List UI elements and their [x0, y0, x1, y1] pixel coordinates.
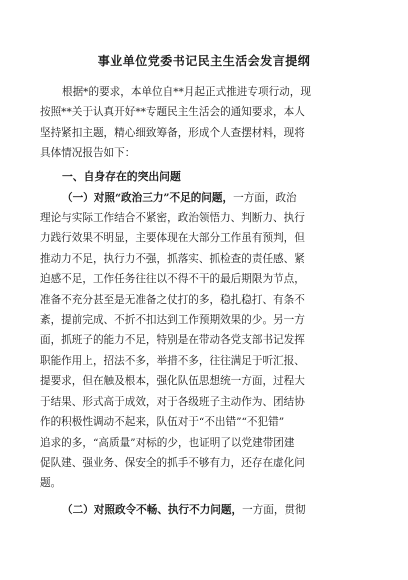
item1-line: 题。 — [40, 477, 62, 490]
section-heading: 一、自身存在的突出问题 — [62, 169, 181, 183]
item1-line: 准备不充分甚至是无准备之仗打的多，稳扎稳打、有条不 — [40, 293, 305, 306]
item1-line: 促队建、强业务、保安全的抓手不够有力，还存在虚化问 — [40, 456, 305, 469]
intro-paragraph — [40, 82, 368, 164]
item2-paragraph — [40, 500, 368, 520]
item1-first-line — [40, 188, 368, 208]
item1-line: 提要求，但在触及根本，强化队伍思想统一方面，过程大 — [40, 375, 305, 388]
item1-line: 推动力不足，执行力不强，抓落实、抓检查的责任感、紧 — [40, 252, 305, 265]
item1-line: 力践行效果不明显，主要体现在大部分工作虽有预判，但 — [40, 232, 305, 245]
item1-lead: （一）对照“政治三力”不足的问题， — [62, 191, 234, 204]
item1-line: 面，抓班子的能力不足，特别是在带动各党支部书记发挥 — [40, 334, 305, 347]
intro-line: 具体情况报告如下： — [40, 147, 136, 160]
item1-line: 追求的多，“高质量”对标的少，也证明了以党建带团建 — [40, 436, 295, 449]
document-title: 事业单位党委书记民主生活会发言提纲 — [97, 54, 311, 68]
item2-first-line — [40, 500, 368, 520]
intro-line: 根据*的要求，本单位自**月起正式推进专项行动，现 — [62, 86, 311, 98]
item1-line: 作的积极性调动不起来，队伍对于“不出错”“不犯错” — [40, 416, 285, 429]
item2-first-rest: 一方面，贯彻 — [242, 503, 306, 516]
item1-paragraph — [40, 188, 368, 494]
item1-line: 职能作用上，招法不多，举措不多，往往满足于听汇报、 — [40, 354, 305, 367]
item1-first-rest: 一方面，政治 — [233, 191, 297, 204]
item1-line: 紊，提前完成、不折不扣达到工作预期效果的少。另一方 — [40, 314, 305, 327]
intro-line: 坚持紧扣主题，精心细致筹备，形成个人查摆材料，现将 — [40, 126, 305, 139]
item1-line: 迫感不足，工作任务往往以不得不干的最后期限为节点， — [40, 273, 305, 286]
item2-lead: （二）对照政令不畅、执行不力问题， — [62, 503, 243, 516]
item1-line: 理论与实际工作结合不紧密，政治领悟力、判断力、执行 — [40, 212, 305, 225]
item1-line: 于结果、形式高于成效，对于各级班子主动作为、团结协 — [40, 395, 305, 408]
intro-line: 按照**关于认真开好**专题民主生活会的通知要求，本人 — [40, 106, 305, 119]
